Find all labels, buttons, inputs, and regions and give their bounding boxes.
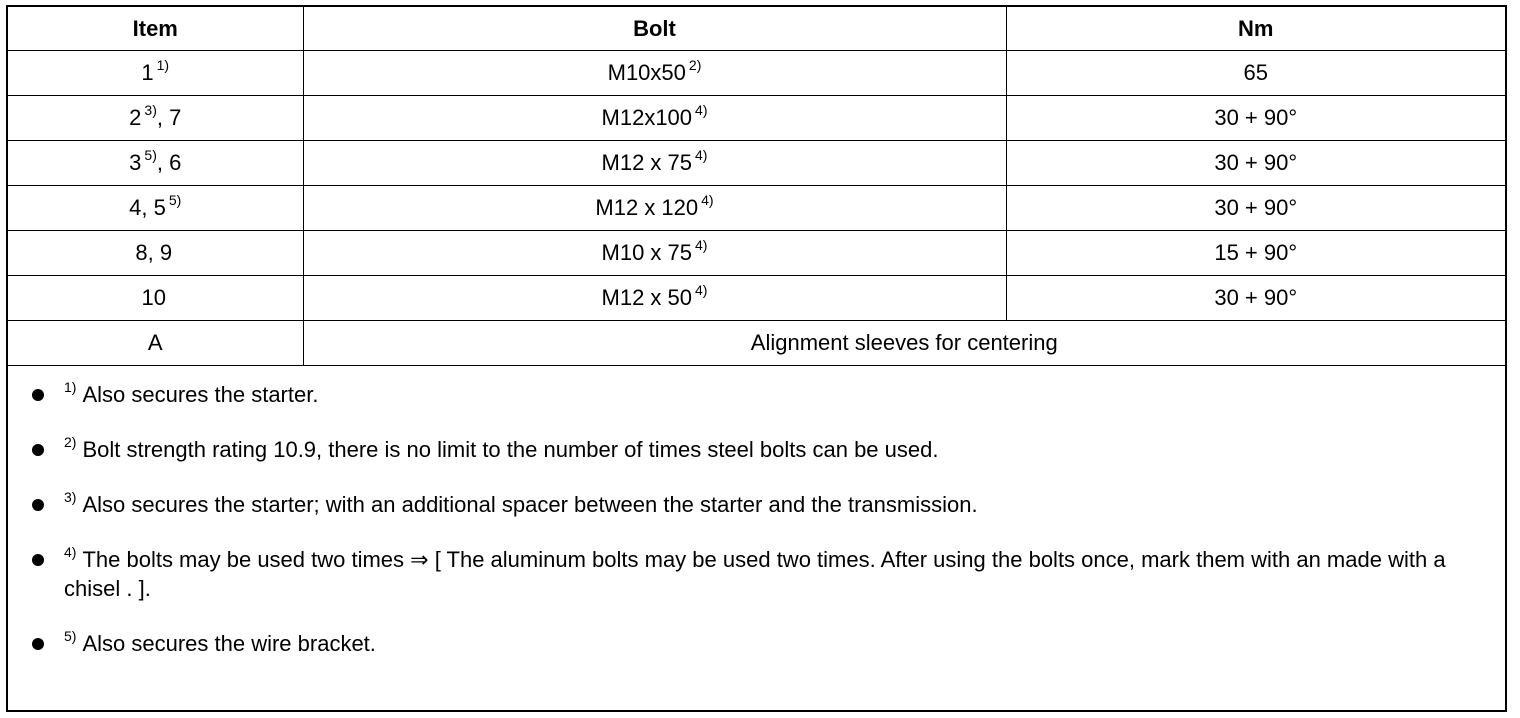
footnote-item: $^{4)}$ The bolts may be used two times ⇒ [ The aluminum bolts may be used two times. After using the bolts once, mark them with an made with a chisel . ].	[32, 545, 1475, 603]
table-row	[8, 141, 1505, 186]
bolt-torque-table	[8, 7, 1505, 366]
bolt-cell: M12 x 50 $^{4)}$	[303, 276, 1006, 321]
alignment-description-cell: Alignment sleeves for centering	[303, 321, 1505, 366]
bullet-icon	[32, 499, 44, 511]
header-bolt: Bolt	[303, 7, 1006, 51]
nm-cell: 30 + 90°	[1006, 141, 1505, 186]
item-cell: 1 $^{1)}$	[8, 51, 303, 96]
item-cell: 10	[8, 276, 303, 321]
table-row	[8, 231, 1505, 276]
footnote-item: $^{1)}$ Also secures the starter.	[32, 380, 1475, 409]
nm-cell: 30 + 90°	[1006, 186, 1505, 231]
header-nm: Nm	[1006, 7, 1505, 51]
table-row	[8, 276, 1505, 321]
item-cell: 8, 9	[8, 231, 303, 276]
header-item: Item	[8, 7, 303, 51]
bullet-icon	[32, 389, 44, 401]
item-cell: 4, 5 $^{5)}$	[8, 186, 303, 231]
bolt-cell: M10 x 75 $^{4)}$	[303, 231, 1006, 276]
bolt-cell: M12 x 75 $^{4)}$	[303, 141, 1006, 186]
table-row	[8, 186, 1505, 231]
bullet-icon	[32, 554, 44, 566]
table-header-row	[8, 7, 1505, 51]
table-row	[8, 51, 1505, 96]
table-row	[8, 96, 1505, 141]
bolt-cell: M12 x 120 $^{4)}$	[303, 186, 1006, 231]
bolt-cell: M10x50 $^{2)}$	[303, 51, 1006, 96]
bolt-cell: M12x100 $^{4)}$	[303, 96, 1006, 141]
bolt-torque-document	[6, 5, 1507, 712]
item-cell: 3 $^{5)}$, 6	[8, 141, 303, 186]
footnotes-list	[8, 366, 1505, 658]
bullet-icon	[32, 638, 44, 650]
nm-cell: 65	[1006, 51, 1505, 96]
footnote-item: $^{5)}$ Also secures the wire bracket.	[32, 629, 1475, 658]
nm-cell: 15 + 90°	[1006, 231, 1505, 276]
item-cell: A	[8, 321, 303, 366]
nm-cell: 30 + 90°	[1006, 96, 1505, 141]
bullet-icon	[32, 444, 44, 456]
footnote-item: $^{2)}$ Bolt strength rating 10.9, there is no limit to the number of times steel bolts can be used.	[32, 435, 1475, 464]
footnote-item: $^{3)}$ Also secures the starter; with an additional spacer between the starter and the transmission.	[32, 490, 1475, 519]
item-cell: 2 $^{3)}$, 7	[8, 96, 303, 141]
nm-cell: 30 + 90°	[1006, 276, 1505, 321]
table-row-alignment	[8, 321, 1505, 366]
